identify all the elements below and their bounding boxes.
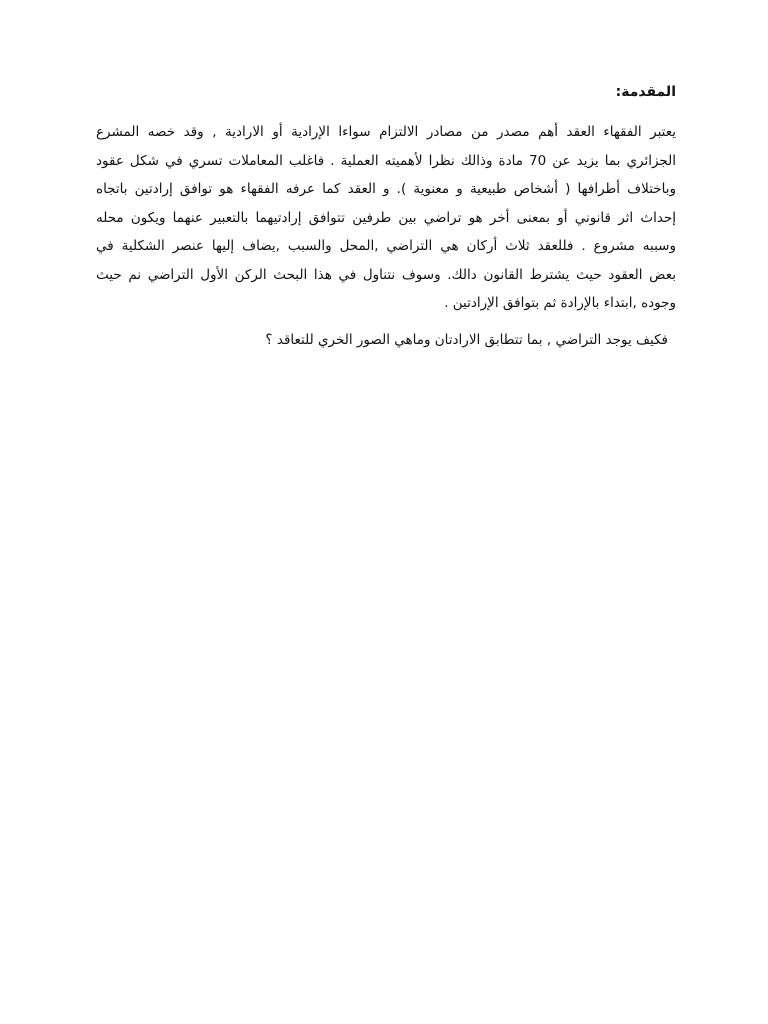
intro-paragraph [96,118,676,318]
document-content [96,82,676,352]
paragraph-line: وسببه مشروع . فللعقد ثلاث أركان هي التراضي ,المحل والسبب ,يضاف إليها عنصر الشكلية في [96,238,676,254]
paragraph-line: إحداث اثر قانوني أو بمعنى أخر هو تراضي بين طرفين تتوافق إرادتيهما بالتعبير عنهما ويكون محله [96,209,676,226]
paragraph-line: وباختلاف أطرافها ( أشخاص طبيعية و معنوية ). و العقد كما عرفه الفقهاء هو توافق إرادتين باتجاه [96,181,676,197]
paragraph-line: وجوده ,ابتداء بالإرادة ثم بتوافق الإرادتين . [444,295,676,311]
paragraph-line: بعض العقود حيث يشترط القانون دالك. وسوف نتناول في هذا البحث الركن الأول التراضي نم حيث [96,266,676,283]
paragraph-line: الجزائري بما يزيد عن 70 مادة وذالك نظرا لأهميته العملية . فاغلب المعاملات تسري في شكل عقود [96,152,676,169]
research-question: فكيف يوجد التراضي , بما تتطابق الارادتان وماهي الصور الخري للتعاقد ؟ [265,331,668,348]
paragraph-line: يعتبر الفقهاء العقد أهم مصدر من مصادر الالتزام سواءا الإرادية أو الارادية , وقد خصه المشرع [96,124,676,140]
section-heading: المقدمة: [615,84,676,100]
